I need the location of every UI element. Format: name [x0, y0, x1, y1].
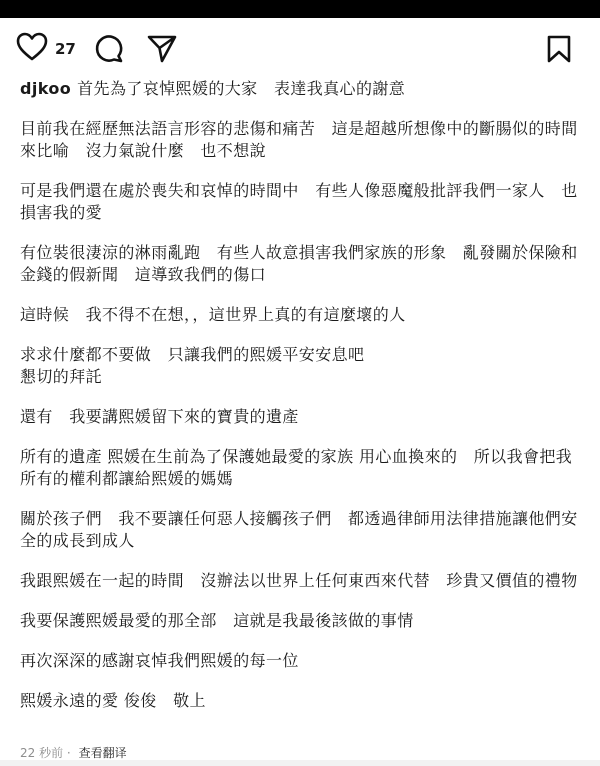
divider: [0, 760, 600, 766]
post-actions-bar: [0, 30, 600, 70]
caption-paragraph: 還有 我要講熙媛留下來的寶貴的遺產: [20, 407, 299, 426]
caption-paragraph: 求求什麼都不要做 只讓我們的熙媛平安安息吧 懇切的拜託: [20, 345, 365, 386]
caption-paragraph: djkoo 首先為了哀悼熙媛的大家 表達我真心的謝意: [20, 79, 406, 98]
post-caption: [20, 78, 585, 730]
see-translation-link[interactable]: 查看翻译: [78, 746, 127, 760]
caption-paragraph: 關於孩子們 我不要讓任何惡人接觸孩子們 都透過律師用法律措施讓他們安全的成長到成人: [20, 509, 578, 550]
bookmark-icon[interactable]: [546, 34, 572, 68]
caption-paragraph: 目前我在經歷無法語言形容的悲傷和痛苦 這是超越所想像中的斷腸似的時間來比喻 沒力氣說什麼 也不想說: [20, 119, 578, 160]
caption-paragraph: 我跟熙媛在一起的時間 沒辦法以世界上任何東西來代替 珍貴又價值的禮物: [20, 571, 578, 590]
post-timestamp: 22 秒前: [20, 746, 64, 760]
post-footer: [20, 744, 127, 761]
comment-icon[interactable]: [92, 32, 124, 68]
heart-icon[interactable]: [16, 32, 48, 66]
footer-separator: ·: [66, 746, 71, 760]
like-count: 27: [55, 40, 76, 58]
caption-paragraph: 所有的遺產 熙媛在生前為了保護她最愛的家族 用心血換來的 所以我會把我所有的權利都讓給熙媛的媽媽: [20, 447, 573, 488]
share-icon[interactable]: [146, 34, 178, 68]
caption-paragraph: 我要保護熙媛最愛的那全部 這就是我最後該做的事情: [20, 611, 414, 630]
status-bar: [0, 0, 600, 18]
caption-paragraph: 有位裝很淒涼的淋雨亂跑 有些人故意損害我們家族的形象 亂發關於保險和金錢的假新聞 這導致我們的傷口: [20, 243, 578, 284]
caption-paragraph: 可是我們還在處於喪失和哀悼的時間中 有些人像惡魔般批評我們一家人 也損害我的愛: [20, 181, 578, 222]
caption-paragraph: 這時候 我不得不在想，，這世界上真的有這麼壞的人: [20, 305, 406, 324]
caption-paragraph: 再次深深的感謝哀悼我們熙媛的每一位: [20, 651, 299, 670]
caption-paragraph: 熙媛永遠的愛 俊俊 敬上: [20, 691, 206, 710]
username[interactable]: djkoo: [20, 79, 72, 98]
